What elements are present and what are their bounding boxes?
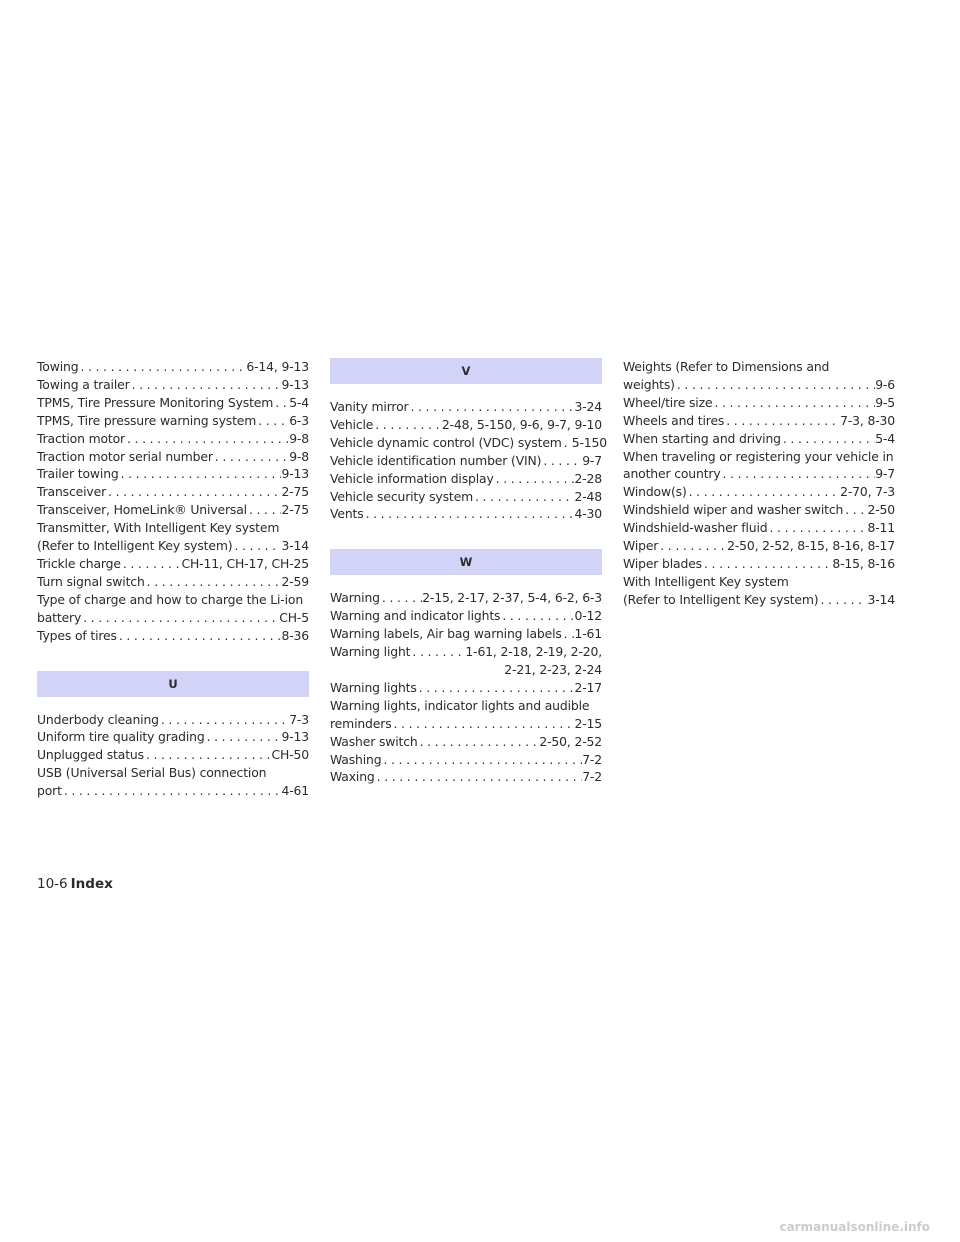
index-entry bbox=[37, 728, 309, 746]
entry-line bbox=[330, 416, 602, 434]
entry-line bbox=[37, 430, 309, 448]
index-entry bbox=[37, 591, 309, 627]
entry-page-ref: 4-30 bbox=[574, 506, 602, 522]
entry-page-ref: 7-2 bbox=[582, 769, 602, 785]
leader-dots bbox=[130, 376, 282, 394]
entry-line bbox=[37, 483, 309, 501]
leader-dots bbox=[712, 394, 875, 412]
entry-term: Warning lights bbox=[330, 679, 417, 695]
entry-page-ref: 7-2 bbox=[582, 751, 602, 767]
entry-text: With Intelligent Key system bbox=[623, 573, 789, 589]
leader-dots bbox=[78, 358, 246, 376]
entry-line bbox=[330, 434, 607, 452]
entry-page-ref: 8-11 bbox=[867, 520, 895, 536]
entry-text: USB (Universal Serial Bus) connection bbox=[37, 765, 267, 781]
section-heading: W bbox=[330, 549, 602, 575]
entry-page-ref: 5-4 bbox=[289, 394, 309, 410]
entry-line bbox=[623, 376, 895, 394]
entry-term: Vehicle bbox=[330, 416, 374, 432]
leader-dots bbox=[381, 751, 582, 769]
leader-dots bbox=[781, 430, 875, 448]
entry-page-ref: 2-48 bbox=[574, 488, 602, 504]
entry-page-ref: 2-50, 2-52, 8-15, 8-16, 8-17 bbox=[727, 538, 895, 554]
entry-line bbox=[37, 394, 309, 412]
index-entry bbox=[623, 501, 895, 519]
index-entry bbox=[37, 376, 309, 394]
entry-term: battery bbox=[37, 609, 82, 625]
entry-term: Vehicle security system bbox=[330, 488, 474, 504]
entry-line bbox=[623, 394, 895, 412]
index-entry bbox=[37, 627, 309, 645]
entry-line bbox=[37, 501, 309, 519]
index-entry bbox=[37, 394, 309, 412]
leader-dots bbox=[687, 483, 840, 501]
index-column-2 bbox=[330, 358, 607, 786]
entry-page-ref: 3-14 bbox=[867, 591, 895, 607]
leader-dots bbox=[256, 412, 289, 430]
entry-line bbox=[623, 430, 895, 448]
entry-term: Warning labels, Air bag warning labels bbox=[330, 626, 562, 642]
entry-line bbox=[37, 782, 309, 800]
entry-term: Unplugged status bbox=[37, 747, 144, 763]
entry-line bbox=[330, 398, 602, 416]
entry-page-ref: 8-36 bbox=[281, 627, 309, 643]
entry-line bbox=[37, 711, 309, 729]
entry-page-ref: 1-61 bbox=[574, 626, 602, 642]
leader-dots bbox=[273, 394, 289, 412]
leader-dots bbox=[473, 488, 574, 506]
entry-text: Type of charge and how to charge the Li-ion bbox=[37, 591, 304, 607]
entry-term: Vents bbox=[330, 506, 364, 522]
entry-line bbox=[623, 483, 895, 501]
entry-term: (Refer to Intelligent Key system) bbox=[623, 591, 819, 607]
entry-term: Warning bbox=[330, 590, 380, 606]
entry-term: Trickle charge bbox=[37, 555, 121, 571]
leader-dots bbox=[702, 555, 832, 573]
entry-page-ref: 7-3 bbox=[289, 711, 309, 727]
entry-page-ref: 9-13 bbox=[281, 729, 309, 745]
leader-dots bbox=[373, 416, 442, 434]
entry-line bbox=[623, 465, 895, 483]
entry-line bbox=[330, 768, 602, 786]
entry-page-ref: 2-15, 2-17, 2-37, 5-4, 6-2, 6-3 bbox=[422, 590, 602, 606]
entry-term: Underbody cleaning bbox=[37, 711, 159, 727]
index-entry bbox=[37, 430, 309, 448]
entry-term: Wheels and tires bbox=[623, 412, 725, 428]
entry-page-ref: 0-12 bbox=[574, 608, 602, 624]
entry-page-ref: CH-50 bbox=[271, 747, 309, 763]
entry-line bbox=[37, 728, 309, 746]
entry-page-ref: 6-14, 9-13 bbox=[246, 359, 309, 374]
entry-page-ref: 9-7 bbox=[582, 452, 602, 468]
entry-page-ref: 9-13 bbox=[281, 376, 309, 392]
index-entry bbox=[623, 555, 895, 573]
entry-line bbox=[623, 501, 895, 519]
index-entry bbox=[623, 573, 895, 609]
entry-term: Towing bbox=[37, 359, 79, 374]
entry-line bbox=[330, 751, 602, 769]
entry-term: Vehicle dynamic control (VDC) system bbox=[330, 434, 562, 450]
leader-dots bbox=[500, 607, 574, 625]
entry-term: Towing a trailer bbox=[37, 376, 130, 392]
index-entry bbox=[37, 555, 309, 573]
entry-page-ref: 2-50 bbox=[867, 502, 895, 518]
leader-dots bbox=[724, 412, 840, 430]
entry-line bbox=[37, 465, 309, 483]
entry-term: Wiper blades bbox=[623, 555, 702, 571]
entry-term: When starting and driving bbox=[623, 430, 781, 446]
entry-term: Traction motor bbox=[37, 430, 126, 446]
entry-page-ref: 2-48, 5-150, 9-6, 9-7, 9-10 bbox=[441, 416, 602, 432]
leader-dots bbox=[541, 452, 582, 470]
leader-dots bbox=[81, 609, 279, 627]
leader-dots bbox=[159, 711, 289, 729]
entry-term: Vanity mirror bbox=[330, 399, 409, 414]
leader-dots bbox=[375, 768, 583, 786]
leader-dots bbox=[364, 505, 575, 523]
entry-text: Weights (Refer to Dimensions and bbox=[623, 359, 830, 374]
entry-term: Vehicle identification number (VIN) bbox=[330, 452, 542, 468]
leader-dots bbox=[721, 465, 876, 483]
leader-dots bbox=[494, 470, 575, 488]
entry-line bbox=[37, 412, 309, 430]
entry-line bbox=[37, 609, 309, 627]
entry-page-ref: 2-28 bbox=[574, 470, 602, 486]
entry-page-ref: 2-70, 7-3 bbox=[840, 484, 895, 500]
entry-term: Trailer towing bbox=[37, 466, 119, 482]
entry-term: port bbox=[37, 783, 62, 799]
leader-dots bbox=[818, 591, 867, 609]
entry-page-ref: 2-75 bbox=[281, 502, 309, 518]
entry-term: Turn signal switch bbox=[37, 573, 145, 589]
entry-page-ref: 9-8 bbox=[289, 430, 309, 446]
index-entry bbox=[623, 394, 895, 412]
leader-dots bbox=[144, 746, 272, 764]
entry-term: Transceiver bbox=[37, 484, 107, 500]
entry-term: TPMS, Tire pressure warning system bbox=[37, 412, 257, 428]
entry-page-ref: 1-61, 2-18, 2-19, 2-20, bbox=[465, 644, 602, 660]
index-entry bbox=[37, 573, 309, 591]
entry-term: Warning and indicator lights bbox=[330, 608, 501, 624]
leader-dots bbox=[119, 465, 282, 483]
entry-line bbox=[330, 452, 602, 470]
index-entry bbox=[330, 416, 602, 434]
entry-text: When traveling or registering your vehicle in bbox=[623, 448, 894, 464]
index-entry bbox=[330, 625, 602, 643]
entry-page-ref: 4-61 bbox=[281, 783, 309, 799]
entry-line bbox=[330, 625, 602, 643]
entry-term: Types of tires bbox=[37, 627, 117, 643]
entry-line bbox=[37, 358, 309, 376]
entry-line bbox=[623, 412, 895, 430]
entry-page-ref: CH-11, CH-17, CH-25 bbox=[181, 555, 309, 571]
section-heading: V bbox=[330, 358, 602, 384]
index-entry bbox=[623, 537, 895, 555]
index-entry bbox=[37, 764, 309, 800]
entry-page-ref: 5-150 bbox=[571, 434, 607, 450]
entry-line bbox=[37, 376, 309, 394]
entry-text: Warning lights, indicator lights and audible bbox=[330, 697, 590, 713]
section-title: Index bbox=[70, 876, 113, 892]
leader-dots bbox=[417, 679, 575, 697]
entry-term: Waxing bbox=[330, 769, 375, 785]
entry-page-ref: 5-4 bbox=[875, 430, 895, 446]
entry-term: weights) bbox=[623, 376, 675, 392]
leader-dots bbox=[410, 643, 465, 661]
leader-dots bbox=[843, 501, 867, 519]
entry-page-ref: 9-6 bbox=[875, 376, 895, 392]
index-entry bbox=[330, 697, 602, 733]
leader-dots bbox=[247, 501, 282, 519]
leader-dots bbox=[232, 537, 281, 555]
entry-page-ref: 7-3, 8-30 bbox=[840, 412, 895, 428]
index-entry bbox=[37, 448, 309, 466]
entry-term: Windshield-washer fluid bbox=[623, 520, 768, 536]
entry-line bbox=[37, 746, 309, 764]
entry-page-ref: 8-15, 8-16 bbox=[832, 555, 895, 571]
entry-line bbox=[330, 470, 602, 488]
index-entry bbox=[330, 589, 602, 607]
leader-dots bbox=[145, 573, 282, 591]
entry-page-ref: 6-3 bbox=[289, 412, 309, 428]
entry-term: Uniform tire quality grading bbox=[37, 729, 205, 745]
index-entry bbox=[37, 358, 309, 376]
index-column-1 bbox=[37, 358, 309, 800]
index-entry bbox=[330, 733, 602, 751]
leader-dots bbox=[117, 627, 282, 645]
index-entry bbox=[37, 711, 309, 729]
index-entry bbox=[330, 679, 602, 697]
entry-line bbox=[330, 715, 602, 733]
entry-line bbox=[330, 488, 602, 506]
entry-line bbox=[623, 537, 895, 555]
index-entry bbox=[623, 430, 895, 448]
entry-line bbox=[330, 607, 602, 625]
entry-page-ref: 2-75 bbox=[281, 484, 309, 500]
entry-term: Wheel/tire size bbox=[623, 394, 713, 410]
index-entry bbox=[623, 483, 895, 501]
index-entry bbox=[330, 488, 602, 506]
leader-dots bbox=[106, 483, 281, 501]
entry-line bbox=[37, 448, 309, 466]
index-entry bbox=[330, 643, 602, 679]
leader-dots bbox=[562, 625, 575, 643]
entry-term: Washing bbox=[330, 751, 382, 767]
entry-term: another country bbox=[623, 466, 721, 482]
entry-page-ref: CH-5 bbox=[279, 609, 309, 625]
entry-term: Wiper bbox=[623, 538, 659, 554]
entry-line bbox=[623, 519, 895, 537]
entry-term: TPMS, Tire Pressure Monitoring System bbox=[37, 394, 274, 410]
entry-page-ref: 3-14 bbox=[281, 538, 309, 554]
watermark-logo: carmanualsonline.info bbox=[779, 1220, 930, 1234]
index-entry bbox=[37, 519, 309, 555]
index-entry bbox=[330, 751, 602, 769]
index-entry bbox=[623, 358, 895, 394]
index-entry bbox=[37, 746, 309, 764]
entry-line bbox=[330, 643, 602, 661]
entry-line bbox=[330, 505, 602, 523]
leader-dots bbox=[380, 589, 422, 607]
entry-page-ref: 2-17 bbox=[574, 679, 602, 695]
entry-line bbox=[37, 627, 309, 645]
index-entry bbox=[330, 768, 602, 786]
entry-page-ref: 9-5 bbox=[875, 394, 895, 410]
entry-line bbox=[37, 537, 309, 555]
entry-line bbox=[330, 589, 602, 607]
index-entry bbox=[330, 452, 602, 470]
entry-line bbox=[37, 555, 309, 573]
index-entry bbox=[37, 483, 309, 501]
entry-page-ref: 9-7 bbox=[875, 466, 895, 482]
index-entry bbox=[623, 412, 895, 430]
entry-term: Traction motor serial number bbox=[37, 448, 213, 464]
leader-dots bbox=[768, 519, 868, 537]
leader-dots bbox=[392, 715, 575, 733]
entry-term: Warning light bbox=[330, 644, 411, 660]
leader-dots bbox=[213, 448, 289, 466]
entry-page-ref: 9-8 bbox=[289, 448, 309, 464]
entry-term: (Refer to Intelligent Key system) bbox=[37, 538, 233, 554]
index-entry bbox=[330, 470, 602, 488]
entry-page-ref: 2-50, 2-52 bbox=[539, 733, 602, 749]
index-entry bbox=[330, 607, 602, 625]
leader-dots bbox=[562, 434, 572, 452]
leader-dots bbox=[418, 733, 540, 751]
page-number: 10-6 bbox=[37, 876, 68, 892]
entry-line bbox=[330, 679, 602, 697]
page-footer bbox=[37, 876, 113, 892]
entry-term: Vehicle information display bbox=[330, 470, 494, 486]
index-entry bbox=[37, 501, 309, 519]
entry-term: Window(s) bbox=[623, 484, 687, 500]
entry-page-ref: 2-15 bbox=[574, 715, 602, 731]
entry-term: reminders bbox=[330, 715, 392, 731]
entry-text: Transmitter, With Intelligent Key system bbox=[37, 520, 280, 536]
index-entry bbox=[37, 465, 309, 483]
entry-page-ref: 9-13 bbox=[281, 466, 309, 482]
entry-line bbox=[330, 733, 602, 751]
index-entry bbox=[37, 412, 309, 430]
index-entry bbox=[330, 434, 607, 452]
entry-term: Windshield wiper and washer switch bbox=[623, 502, 844, 518]
leader-dots bbox=[408, 398, 574, 416]
leader-dots bbox=[125, 430, 289, 448]
leader-dots bbox=[675, 376, 875, 394]
leader-dots bbox=[658, 537, 727, 555]
entry-page-ref: 2-59 bbox=[281, 573, 309, 589]
entry-page-ref: 3-24 bbox=[574, 399, 602, 414]
index-column-3 bbox=[623, 358, 895, 609]
entry-term: Transceiver, HomeLink® Universal bbox=[37, 502, 247, 518]
section-heading: U bbox=[37, 671, 309, 697]
index-entry bbox=[623, 448, 895, 484]
leader-dots bbox=[121, 555, 182, 573]
leader-dots bbox=[205, 728, 282, 746]
leader-dots bbox=[62, 782, 282, 800]
entry-line bbox=[623, 555, 895, 573]
index-entry bbox=[330, 398, 602, 416]
entry-term: Washer switch bbox=[330, 733, 418, 749]
entry-line bbox=[623, 591, 895, 609]
entry-line bbox=[37, 573, 309, 591]
index-entry bbox=[623, 519, 895, 537]
index-entry bbox=[330, 505, 602, 523]
entry-page-continuation: 2-21, 2-23, 2-24 bbox=[504, 661, 602, 677]
